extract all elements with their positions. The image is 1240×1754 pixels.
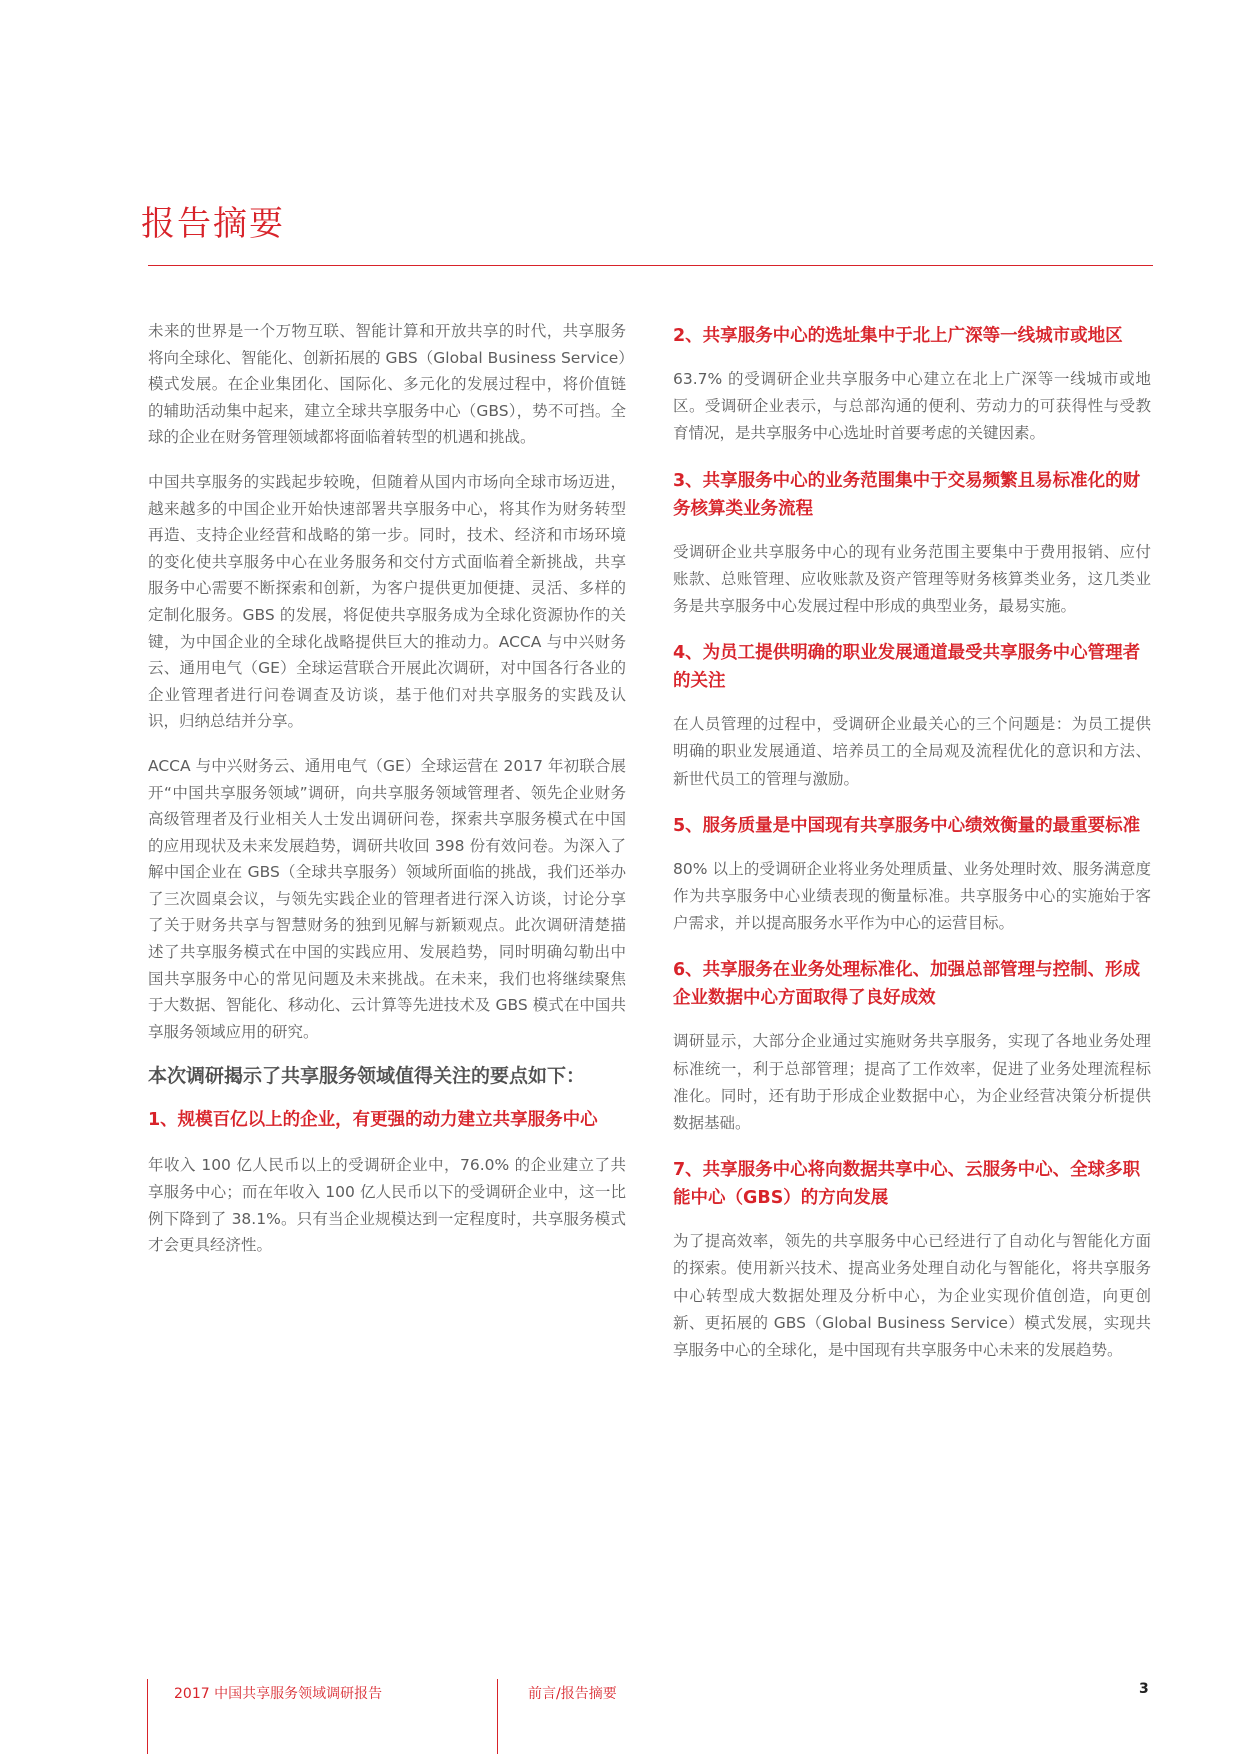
intro-paragraph-2: 中国共享服务的实践起步较晚，但随着从国内市场向全球市场迈进，越来越多的中国企业开始快速部署共享服务中心，将其作为财务转型再造、支持企业经营和战略的第一步。同时，技术、经济和市场环境的变化使共享服务中心在业务服务和交付方式面临着全新挑战，共享服务中心需要不断探索和创新，为客户提供更加便捷、灵活、多样的定制化服务。GBS 的发展，将促使共享服务成为全球化资源协作的关键，为中国企业的全球化战略提供巨大的推动力。ACCA 与中兴财务云、通用电气（GE）全球运营联合开展此次调研，对中国各行各业的企业管理者进行问卷调查及访谈，基于他们对共享服务的实践及认识，归纳总结并分享。 <box>148 472 626 731</box>
footer-divider-middle <box>497 1679 498 1754</box>
point-5-title: 5、服务质量是中国现有共享服务中心绩效衡量的最重要标准 <box>673 815 1141 836</box>
intro-paragraph-1: 未来的世界是一个万物互联、智能计算和开放共享的时代，共享服务将向全球化、智能化、创新拓展的 GBS（Global Business Service）模式发展。在企业集团化、国际化、多元化的发展过程中，将价值链的辅助活动集中起来，建立全球共享服务中心（GBS），势不可挡。全球的企业在财务管理领域都将面临着转型的机遇和挑战。 <box>148 322 626 447</box>
point-6-text: 调研显示，大部分企业通过实施财务共享服务，实现了各地业务处理标准统一，利于总部管理；提高了工作效率，促进了业务处理流程标准化。同时，还有助于形成企业数据中心，为企业经营决策分析提供数据基础。 <box>673 1032 1151 1133</box>
point-7-text: 为了提高效率，领先的共享服务中心已经进行了自动化与智能化方面的探索。使用新兴技术、提高业务处理自动化与智能化，将共享服务中心转型成大数据处理及分析中心，为企业实现价值创造，向更创新、更拓展的 GBS（Global Business Service）模式发展，实现共享服务中心的全球化，是中国现有共享服务中心未来的发展趋势。 <box>673 1232 1151 1360</box>
point-7-title: 7、共享服务中心将向数据共享中心、云服务中心、全球多职能中心（GBS）的方向发展 <box>673 1160 1141 1209</box>
point-6-title: 6、共享服务在业务处理标准化、加强总部管理与控制、形成企业数据中心方面取得了良好成效 <box>673 960 1141 1009</box>
page-title: 报告摘要 <box>141 204 285 244</box>
footer-divider-left <box>147 1679 148 1754</box>
point-1-title: 1、规模百亿以上的企业，有更强的动力建立共享服务中心 <box>148 1110 598 1131</box>
left-column <box>148 318 626 1277</box>
point-4-title: 4、为员工提供明确的职业发展通道最受共享服务中心管理者的关注 <box>673 643 1141 692</box>
right-column <box>673 322 1151 1383</box>
point-3-text: 受调研企业共享服务中心的现有业务范围主要集中于费用报销、应付账款、总账管理、应收账款及资产管理等财务核算类业务，这几类业务是共享服务中心发展过程中形成的典型业务，最易实施。 <box>673 542 1151 616</box>
point-2-text: 63.7% 的受调研企业共享服务中心建立在北上广深等一线城市或地区。受调研企业表示，与总部沟通的便利、劳动力的可获得性与受教育情况，是共享服务中心选址时首要考虑的关键因素。 <box>673 370 1151 443</box>
page-number: 3 <box>1139 1681 1149 1697</box>
footer-section-name: 前言/报告摘要 <box>528 1686 617 1702</box>
intro-paragraph-3: ACCA 与中兴财务云、通用电气（GE）全球运营在 2017 年初联合展开“中国共享服务领域”调研，向共享服务领域管理者、领先企业财务高级管理者及行业相关人士发出调研问卷，探索共享服务模式在中国的应用现状及未来发展趋势，调研共收回 398 份有效问卷。为深入了解中国企业在 GBS（全球共享服务）领域所面临的挑战，我们还举办了三次圆桌会议，与领先实践企业的管理者进行深入访谈，讨论分享了关于财务共享与智慧财务的独到见解与新颖观点。此次调研清楚描述了共享服务模式在中国的实践应用、发展趋势，同时明确勾勒出中国共享服务中心的常见问题及未来挑战。在未来，我们也将继续聚焦于大数据、智能化、移动化、云计算等先进技术及 GBS 模式在中国共享服务领域应用的研究。 <box>148 756 626 1041</box>
point-4-text: 在人员管理的过程中，受调研企业最关心的三个问题是：为员工提供明确的职业发展通道、培养员工的全局观及流程优化的意识和方法、新世代员工的管理与激励。 <box>673 715 1151 788</box>
point-2-title: 2、共享服务中心的选址集中于北上广深等一线城市或地区 <box>673 326 1123 346</box>
title-divider <box>148 265 1153 266</box>
point-1-text: 年收入 100 亿人民币以上的受调研企业中，76.0% 的企业建立了共享服务中心；而在年收入 100 亿人民币以下的受调研企业中，这一比例下降到了 38.1%。只有当企业规模达到一定程度时，共享服务模式才会更具经济性。 <box>148 1156 626 1255</box>
footer-report-title: 2017 中国共享服务领域调研报告 <box>174 1686 383 1702</box>
point-5-text: 80% 以上的受调研企业将业务处理质量、业务处理时效、服务满意度作为共享服务中心业绩表现的衡量标准。共享服务中心的实施始于客户需求，并以提高服务水平作为中心的运营目标。 <box>673 859 1151 933</box>
key-findings-lead: 本次调研揭示了共享服务领域值得关注的要点如下： <box>148 1065 586 1088</box>
point-3-title: 3、共享服务中心的业务范围集中于交易频繁且易标准化的财务核算类业务流程 <box>673 470 1141 519</box>
